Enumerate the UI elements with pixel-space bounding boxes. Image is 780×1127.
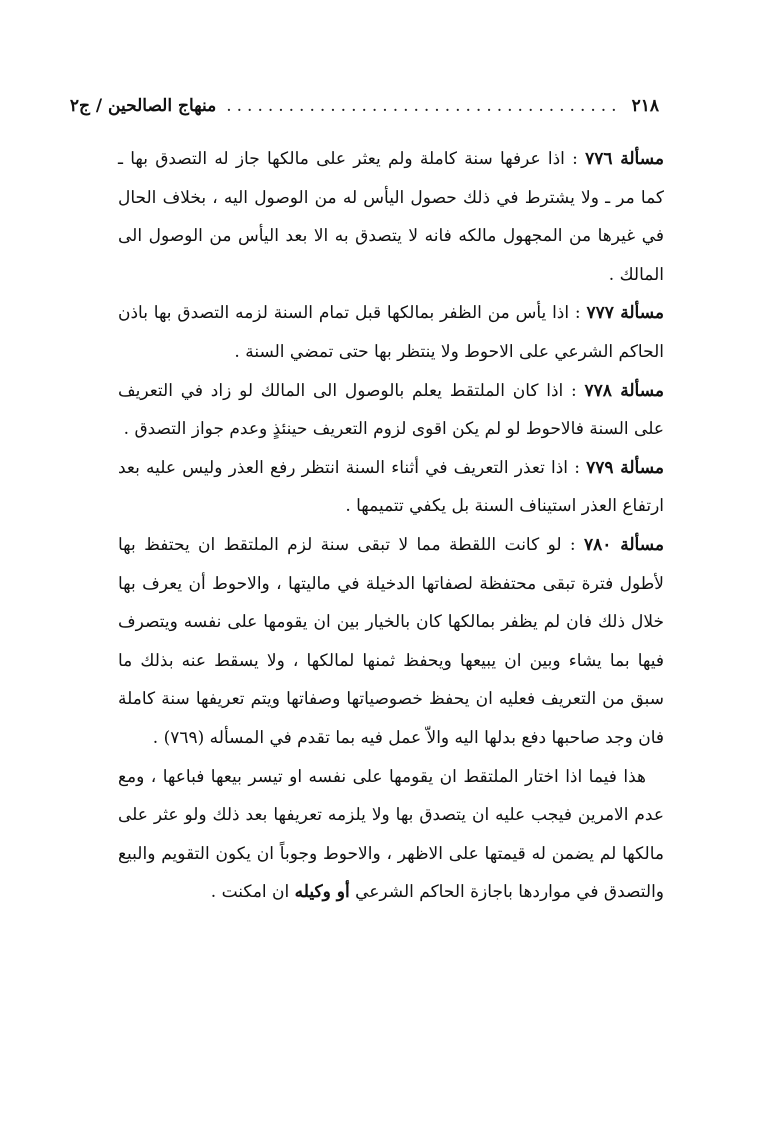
book-title: منهاج الصالحين / ج٢ (69, 96, 217, 116)
paragraph-text: هذا فيما اذا اختار الملتقط ان يقومها على نفسه او تيسر بيعها فباعها ، ومع عدم الامرين فيجب عليه ان يتصدق بها ولا يلزمه تعريفها بعد ذلك ولو عثر على مالكها لم يضمن له قيمتها على الاظهر ، والاحوط وجوباً ان يكون التقويم والبيع والتصدق في مواردها باجازة الحاكم الشرعي (118, 766, 664, 903)
paragraph-text: : اذا عرفها سنة كاملة ولم يعثر على مالكها جاز له التصدق بها ـ كما مر ـ ولا يشترط في ذلك حصول اليأس له من الوصول اليه ، بخلاف الحال في غيرها من المجهول مالكه فانه لا يتصدق به الا بعد اليأس من الوصول الى المالك . (118, 149, 664, 285)
issue-label: مسألة ٧٧٦ (585, 149, 664, 169)
paragraph-text: : اذا تعذر التعريف في أثناء السنة انتظر رفع العذر وليس عليه بعد ارتفاع العذر استيناف السنة بل يكفي تتميمها . (118, 457, 664, 517)
paragraph-text: : لو كانت اللقطة مما لا تبقى سنة لزم الملتقط ان يحتفظ بها لأطول فترة تبقى محتفظة لصفاتها الدخيلة في ماليتها ، والاحوط أن يعرف بها خلال ذلك فان لم يظفر بمالكها كان بالخيار بين ان يقومها على نفسه ويتصرف فيها بما يشاء وبين ان يبيعها ويحفظ ثمنها لمالكها ، ولا يسقط عنه بذلك ما سبق من التعريف فعليه ان يحفظ خصوصياتها وصفاتها ويتم تعريفها سنة كاملة فان وجد صاحبها دفع بدلها اليه والاّ عمل فيه بما تقدم في المسأله (٧٦٩) . (118, 534, 664, 748)
issue-label: مسألة ٧٧٧ (586, 303, 664, 324)
paragraph-779 (118, 449, 664, 526)
page-body (118, 140, 664, 912)
page-header (69, 92, 659, 120)
issue-label: مسألة ٧٧٩ (586, 457, 664, 478)
issue-label: مسألة ٧٨٠ (583, 534, 665, 555)
paragraph-continuation (118, 758, 664, 912)
paragraph-776 (118, 140, 664, 294)
paragraph-tail-text: ان امكنت . (210, 882, 290, 903)
page-number: ٢١٨ (631, 96, 659, 116)
paragraph-text: : اذا كان الملتقط يعلم بالوصول الى المالك لو زاد في التعريف على السنة فالاحوط لو لم يكن اقوى لزوم التعريف حينئذٍ وعدم جواز التصدق . (118, 380, 664, 440)
paragraph-780 (118, 526, 664, 758)
header-leader-dots: ...................................... (226, 96, 622, 116)
paragraph-bold-text: أو وكيله (294, 882, 350, 903)
paragraph-778 (118, 372, 664, 449)
paragraph-text: : اذا يأس من الظفر بمالكها قبل تمام السنة لزمه التصدق بها باذن الحاكم الشرعي على الاحوط ولا ينتظر بها حتى تمضي السنة . (118, 303, 664, 362)
paragraph-777 (118, 294, 664, 371)
issue-label: مسألة ٧٧٨ (584, 380, 664, 401)
